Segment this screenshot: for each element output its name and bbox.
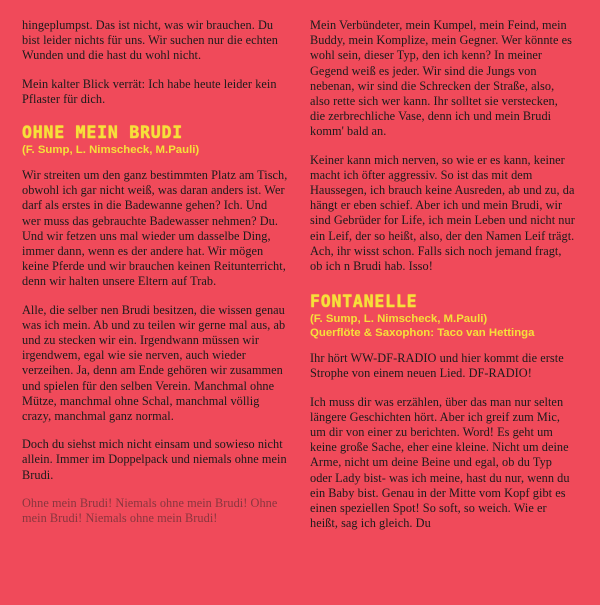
right-column xyxy=(310,18,576,605)
song-credits-writers: (F. Sump, L. Nimscheck, M.Pauli) xyxy=(22,144,200,157)
paragraph: Ihr hört WW-DF-RADIO und hier kommt die erste Strophe von einem neuen Lied. DF-RADIO! xyxy=(310,351,564,381)
left-column xyxy=(22,18,288,605)
song-credits xyxy=(22,143,288,157)
paragraph: Wir streiten um den ganz bestimmten Platz am Tisch, obwohl ich gar nicht weiß, was daran anders ist. Wer darf als erstes in die Badewanne gehen? Ich. Und wer muss das gebrauchte Badewasser nehmen? Du. Und wir fetzen uns mal wieder um dasselbe Ding, immer dann, wenn es der andere hat. Wir mögen keine Pferde und wir brauchen keinen Reitunterricht, denn wir halten unsere Eltern auf Trab. xyxy=(22,168,288,289)
song-title-ohne-mein-brudi: OHNE MEIN BRUDI xyxy=(22,123,184,143)
song-credits-musicians: Querflöte & Saxophon: Taco van Hettinga xyxy=(310,327,535,340)
paragraph: hingeplumpst. Das ist nicht, was wir brauchen. Du bist leider nichts für uns. Wir suchen nur die echten Wunden und die hast du wohl nicht. xyxy=(22,18,278,63)
two-column-layout xyxy=(22,18,584,605)
song-refrain: Ohne mein Brudi! Niemals ohne mein Brudi! Ohne mein Brudi! Niemals ohne mein Brudi! xyxy=(22,495,278,526)
paragraph: Doch du siehst mich nicht einsam und sowieso nicht allein. Immer im Doppelpack und niemals ohne mein Brudi. xyxy=(22,437,287,482)
paragraph: Ich muss dir was erzählen, über das man nur selten längere Geschichten hört. Aber ich greif zum Mic, um dir von einer zu berichten. Word! Es geht um keine große Sache, eher eine kleine. Nicht um deine Arme, nicht um deine Beine und egal, ob du Typ oder Lady bist- was ich meine, hast du nur, wenn du ein Baby bist. Genau in der Mitte vom Kopf gibt es einen speziellen Spot! So soft, so weich. Wie er heißt, sag ich gleich. Du xyxy=(310,394,570,531)
song-credits-writers: (F. Sump, L. Nimscheck, M.Pauli) xyxy=(310,313,488,326)
song-title-fontanelle: FONTANELLE xyxy=(310,292,418,312)
song-credits xyxy=(310,312,576,340)
paragraph: Keiner kann mich nerven, so wie er es kann, keiner macht ich öfter aggressiv. So ist das mit dem Haussegen, ich brauch keine Ausreden, ab und zu, da hängt er eben schief. Aber ich und mein Brudi, wir sind Gebrüder for Life, ich mein Leben und nicht nur ein Leif, der so heißt, also, der den Namen Leif trägt. Ach, ihr wisst schon. Falls sich noch jemand fragt, ob ich n Brudi hab. Isso! xyxy=(310,152,575,274)
paragraph: Mein Verbündeter, mein Kumpel, mein Feind, mein Buddy, mein Komplize, mein Gegner. Wer könnte es wohl sein, dieser Typ, den ich kenn? In meiner Gegend weiß es jeder. Wir sind die Jungs von nebenan, wir sind die Schrecken der Straße, also, also rette sich wer kann. Ihr solltet sie verstecken, die zerbrechliche Vase, denn ich und mein Brudi komm' bald an. xyxy=(310,18,572,139)
paragraph: Alle, die selber nen Brudi besitzen, die wissen genau was ich mein. Ab und zu teilen wir gerne mal aus, ab und zu stecken wir ein. Irgendwann müssen wir irgendwem, egal wie sie nerven, auch wieder verzeihen. Ja, denn am Ende gehören wir zusammen und spielen für den selben Verein. Manchmal ohne Mütze, manchmal ohne Schal, manchmal völlig crazy, manchmal ganz normal. xyxy=(22,302,286,424)
paragraph: Mein kalter Blick verrät: Ich habe heute leider kein Pflaster für dich. xyxy=(22,76,277,106)
